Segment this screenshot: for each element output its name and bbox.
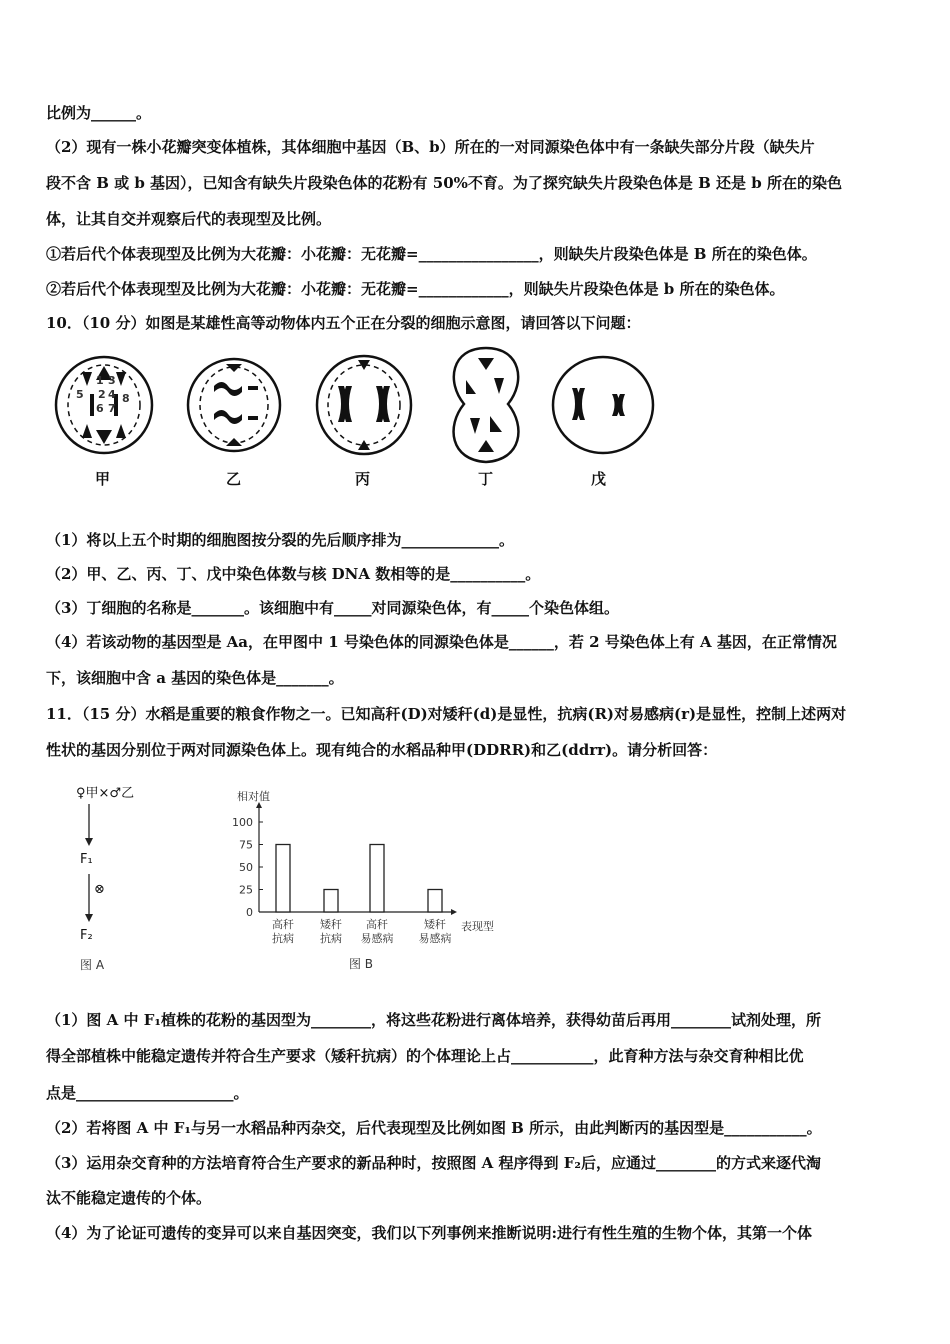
chromosome-number: 3: [108, 374, 116, 387]
x-tick-label: 易感病: [360, 932, 394, 945]
x-axis-label: 表现型: [461, 920, 494, 933]
y-tick-label: 100: [232, 816, 253, 829]
self-cross-symbol: ⊗: [94, 882, 105, 897]
text-line: ①若后代个体表现型及比例为大花瓣：小花瓣：无花瓣=________________，则缺失片段染色体是 B 所在的染色体。: [46, 245, 817, 263]
x-tick-label: 高秆: [366, 918, 388, 931]
x-axis-arrow: [451, 909, 457, 915]
text-line: （2）甲、乙、丙、丁、戊中染色体数与核 DNA 数相等的是__________。: [46, 565, 541, 583]
chromosome-number: 5: [76, 388, 84, 401]
text-line: （2）现有一株小花瓣突变体植株，其体细胞中基因（B、b）所在的一对同源染色体中有一条缺失部分片段（缺失片: [46, 138, 815, 156]
text-line: 体，让其自交并观察后代的表现型及比例。: [46, 210, 332, 228]
text-line: （1）将以上五个时期的细胞图按分裂的先后顺序排为_____________。: [46, 531, 514, 549]
x-tick-label: 抗病: [272, 932, 294, 945]
cell-label-wu: 戊: [591, 470, 607, 488]
text-line: 点是_____________________。: [46, 1084, 249, 1102]
text-line: 比例为______。: [46, 104, 152, 122]
x-tick-label: 矮秆: [320, 918, 342, 931]
cell-label-bing: 丙: [355, 470, 371, 488]
cell-label-yi: 乙: [226, 470, 242, 488]
text-line: 下，该细胞中含 a 基因的染色体是_______。: [46, 669, 344, 687]
chromosome-number: 8: [122, 392, 130, 405]
cell-bing-outline: [317, 356, 411, 454]
f2-label: F₂: [80, 928, 93, 943]
f1-label: F₁: [80, 852, 93, 867]
text-line: （2）若将图 A 中 F₁与另一水稻品种丙杂交，后代表现型及比例如图 B 所示，由此判断丙的基因型是___________。: [46, 1119, 822, 1137]
text-line: 得全部植株中能稳定遗传并符合生产要求（矮秆抗病）的个体理论上占___________，此育种方法与杂交育种相比优: [46, 1047, 804, 1065]
bar: [370, 845, 384, 913]
figure-a: [76, 782, 186, 972]
cell-yi-outline: [188, 359, 280, 451]
chromosome-number: 4: [108, 388, 116, 401]
y-axis-label: 相对值: [237, 790, 270, 803]
text-line: （3）运用杂交育种的方法培育符合生产要求的新品种时，按照图 A 程序得到 F₂后，应通过________的方式来逐代淘: [46, 1154, 821, 1172]
cell-label-jia: 甲: [95, 470, 111, 488]
x-tick-label: 高秆: [272, 918, 294, 931]
x-tick-label: 易感病: [418, 932, 452, 945]
figure-b-caption: 图 B: [348, 957, 374, 971]
text-line: ②若后代个体表现型及比例为大花瓣：小花瓣：无花瓣=____________，则缺失片段染色体是 b 所在的染色体。: [46, 280, 785, 298]
text-line: 性状的基因分别位于两对同源染色体上。现有纯合的水稻品种甲(DDRR)和乙(ddrr)。请分析回答：: [46, 741, 718, 759]
text-line: （3）丁细胞的名称是_______。该细胞中有_____对同源染色体，有_____个染色体组。: [46, 599, 619, 617]
chromosome-number: 1: [96, 374, 104, 387]
chromosome-number: 7: [108, 402, 116, 415]
bar: [324, 890, 338, 913]
cross-label: ♀甲×♂乙: [76, 786, 135, 801]
cell-label-ding: 丁: [478, 470, 494, 488]
y-tick-label: 0: [246, 906, 253, 919]
chromosome-number: 6: [96, 402, 104, 415]
y-tick-label: 50: [239, 861, 253, 874]
cell-wu-outline: [553, 357, 653, 453]
text-line: 段不含 B 或 b 基因），已知含有缺失片段染色体的花粉有 50%不育。为了探究缺失片段染色体是 B 还是 b 所在的染色: [46, 174, 842, 192]
figure-a-caption: 图 A: [80, 958, 105, 972]
x-tick-label: 矮秆: [424, 918, 446, 931]
question-11: 11．（15 分）水稻是重要的粮食作物之一。已知高秆(D)对矮秆(d)是显性，抗病(R)对易感病(r)是显性，控制上述两对: [46, 705, 847, 723]
y-tick-label: 75: [239, 838, 253, 852]
chromosome-number: 2: [98, 388, 106, 401]
bar: [428, 890, 442, 913]
question-10: 10．（10 分）如图是某雄性高等动物体内五个正在分裂的细胞示意图，请回答以下问题：: [46, 314, 641, 332]
text-line: 汰不能稳定遗传的个体。: [46, 1189, 212, 1207]
text-line: （1）图 A 中 F₁植株的花粉的基因型为________，将这些花粉进行离体培养，获得幼苗后再用________试剂处理，所: [46, 1011, 821, 1029]
x-tick-label: 抗病: [320, 932, 342, 945]
text-line: （4）若该动物的基因型是 Aa，在甲图中 1 号染色体的同源染色体是______，若 2 号染色体上有 A 基因，在正常情况: [46, 633, 837, 651]
figure-b-chart: [225, 782, 525, 982]
bar: [276, 845, 290, 913]
y-tick-label: 25: [239, 883, 253, 897]
text-line: （4）为了论证可遗传的变异可以来自基因突变，我们以下列事例来推断说明:进行有性生殖的生物个体，其第一个体: [46, 1224, 812, 1242]
